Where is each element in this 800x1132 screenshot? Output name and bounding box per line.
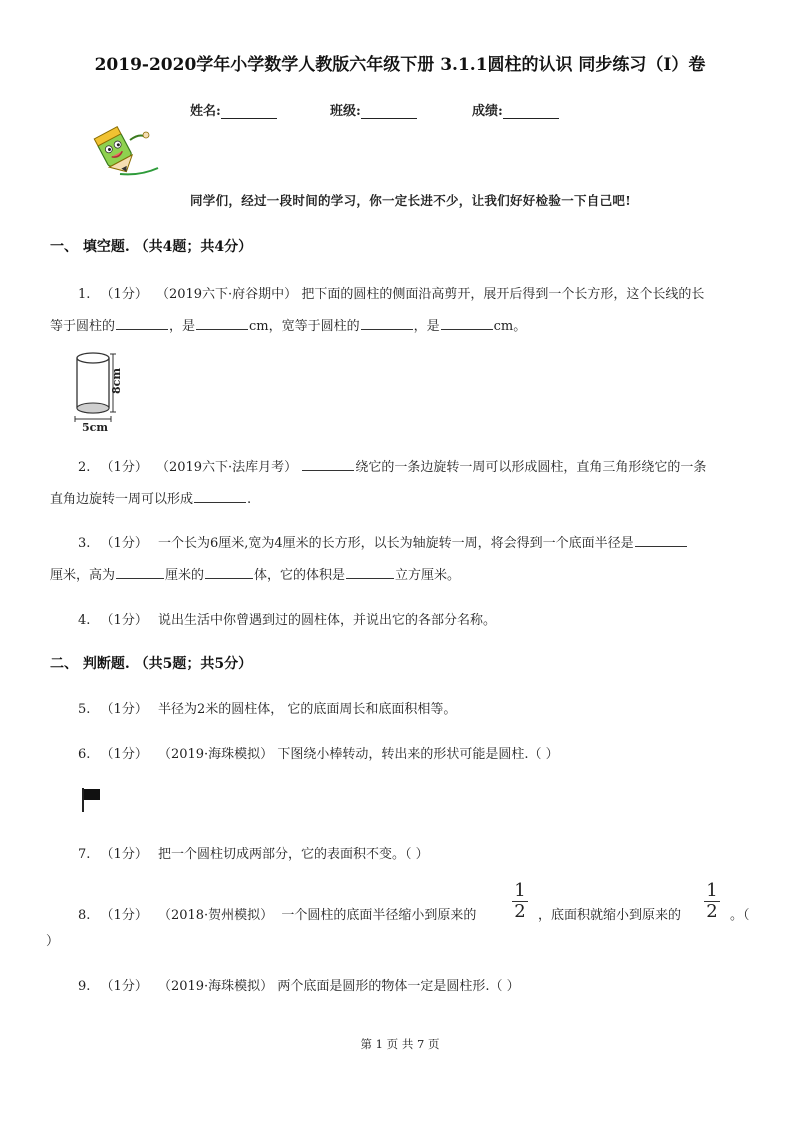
q3-text-a: 厘米，高为: [50, 568, 116, 583]
q1-answer-blank-1[interactable]: [116, 316, 168, 330]
q9-score: （1分）: [100, 979, 148, 994]
q2-text: 绕它的一条边旋转一周可以形成圆柱，直角三角形绕它的一条: [355, 460, 707, 475]
q4-number: 4.: [78, 613, 91, 628]
q7-score: （1分）: [100, 847, 148, 862]
question-9: [78, 975, 520, 994]
question-8-line-1: [78, 904, 476, 923]
name-field: [190, 100, 277, 119]
page-title: 2019-2020学年小学数学人教版六年级下册 3.1.1圆柱的认识 同步练习（I）卷: [94, 55, 706, 75]
q7-number: 7.: [78, 847, 91, 862]
question-4: [78, 609, 496, 628]
q1-answer-blank-4[interactable]: [441, 316, 493, 330]
q1-text-d: ，是: [413, 319, 440, 334]
q8-fraction-1-numerator: 1: [514, 880, 526, 901]
q8-text-b: ，底面积就缩小到原来的: [538, 908, 682, 923]
class-label: 班级:: [330, 104, 361, 119]
q3-text-b: 厘米的: [165, 568, 205, 583]
cylinder-height-label: 8cm: [110, 368, 123, 394]
q6-score: （1分）: [100, 747, 148, 762]
q3-number: 3.: [78, 536, 91, 551]
q1-score: （1分）: [100, 287, 148, 302]
q2-number: 2.: [78, 460, 91, 475]
section-2-title: 二、 判断题. （共5题；共5分）: [50, 656, 253, 672]
q8-fraction-1: [512, 882, 528, 921]
q8-fraction-2-denominator: 2: [706, 901, 718, 922]
q3-answer-blank-3[interactable]: [205, 565, 253, 579]
q2-answer-blank-2[interactable]: [194, 489, 246, 503]
q8-source: （2018·贺州模拟）: [157, 908, 274, 923]
q9-source: （2019·海珠模拟）: [157, 979, 274, 994]
flag-figure-icon: [80, 786, 104, 814]
q9-number: 9.: [78, 979, 91, 994]
question-3-line-2: [50, 564, 460, 583]
question-7: [78, 843, 429, 862]
q9-text: 两个底面是圆形的物体一定是圆柱形.（ ）: [277, 979, 520, 994]
q8-number: 8.: [78, 908, 91, 923]
q2-text-end: .: [247, 492, 252, 507]
q1-text-a: 等于圆柱的: [50, 319, 116, 334]
q1-text-b: ，是: [169, 319, 196, 334]
q5-score: （1分）: [100, 702, 148, 717]
q3-text-d: 立方厘米。: [395, 568, 461, 583]
class-blank: [361, 104, 417, 119]
q2-score: （1分）: [100, 460, 148, 475]
question-6: [78, 743, 559, 762]
q1-answer-blank-3[interactable]: [361, 316, 413, 330]
q3-text: 一个长为6厘米,宽为4厘米的长方形，以长为轴旋转一周，将会得到一个底面半径是: [157, 536, 634, 551]
q8-fraction-2: [704, 882, 720, 921]
q2-text-2: 直角边旋转一周可以形成: [50, 492, 194, 507]
q6-source: （2019·海珠模拟）: [157, 747, 274, 762]
q3-text-c: 体，它的体积是: [254, 568, 346, 583]
q3-score: （1分）: [100, 536, 148, 551]
q6-number: 6.: [78, 747, 91, 762]
cylinder-width-label: 5cm: [82, 421, 108, 434]
score-field: [472, 100, 559, 119]
q1-source: （2019六下·府谷期中）: [155, 287, 298, 302]
score-blank: [503, 104, 559, 119]
pencil-mascot-icon: [92, 122, 164, 178]
q2-source: （2019六下·法库月考）: [155, 460, 298, 475]
q6-text: 下图绕小棒转动，转出来的形状可能是圆柱.（ ）: [277, 747, 559, 762]
q8-fraction-1-denominator: 2: [514, 901, 526, 922]
question-1-line-1: [78, 283, 704, 302]
question-2-line-2: [50, 488, 251, 507]
q5-number: 5.: [78, 702, 91, 717]
q8-line-2: ）: [46, 934, 60, 949]
q4-text: 说出生活中你曾遇到过的圆柱体，并说出它的各部分名称。: [157, 613, 496, 628]
q3-answer-blank-2[interactable]: [116, 565, 164, 579]
q1-text-c: cm，宽等于圆柱的: [249, 319, 360, 334]
q1-answer-blank-2[interactable]: [196, 316, 248, 330]
q8-fraction-2-numerator: 1: [706, 880, 718, 901]
question-5: [78, 698, 456, 717]
score-label: 成绩:: [472, 104, 503, 119]
q1-text: 把下面的圆柱的侧面沿高剪开，展开后得到一个长方形，这个长线的长: [301, 287, 705, 302]
q4-score: （1分）: [100, 613, 148, 628]
q3-answer-blank-1[interactable]: [635, 533, 687, 547]
question-2-line-1: [78, 456, 706, 475]
question-3-line-1: [78, 532, 688, 551]
q8-score: （1分）: [100, 908, 148, 923]
name-blank: [221, 104, 277, 119]
page-footer: 第 1 页 共 7 页: [360, 1037, 440, 1051]
q7-text: 把一个圆柱切成两部分，它的表面积不变。（ ）: [157, 847, 429, 862]
q3-answer-blank-4[interactable]: [346, 565, 394, 579]
section-1-title: 一、 填空题. （共4题；共4分）: [50, 239, 253, 255]
q1-number: 1.: [78, 287, 91, 302]
q8-text-c: 。（: [730, 908, 750, 923]
q5-text: 半径为2米的圆柱体， 它的底面周长和底面积相等。: [157, 702, 457, 717]
q8-text-a: 一个圆柱的底面半径缩小到原来的: [281, 908, 477, 923]
question-1-line-2: [50, 315, 526, 334]
name-label: 姓名:: [190, 104, 221, 119]
class-field: [330, 100, 417, 119]
cylinder-figure: [70, 350, 132, 436]
q1-text-e: cm。: [493, 319, 527, 334]
q2-answer-blank-1[interactable]: [302, 457, 354, 471]
greeting-text: 同学们，经过一段时间的学习，你一定长进不少，让我们好好检验一下自己吧!: [190, 193, 631, 208]
